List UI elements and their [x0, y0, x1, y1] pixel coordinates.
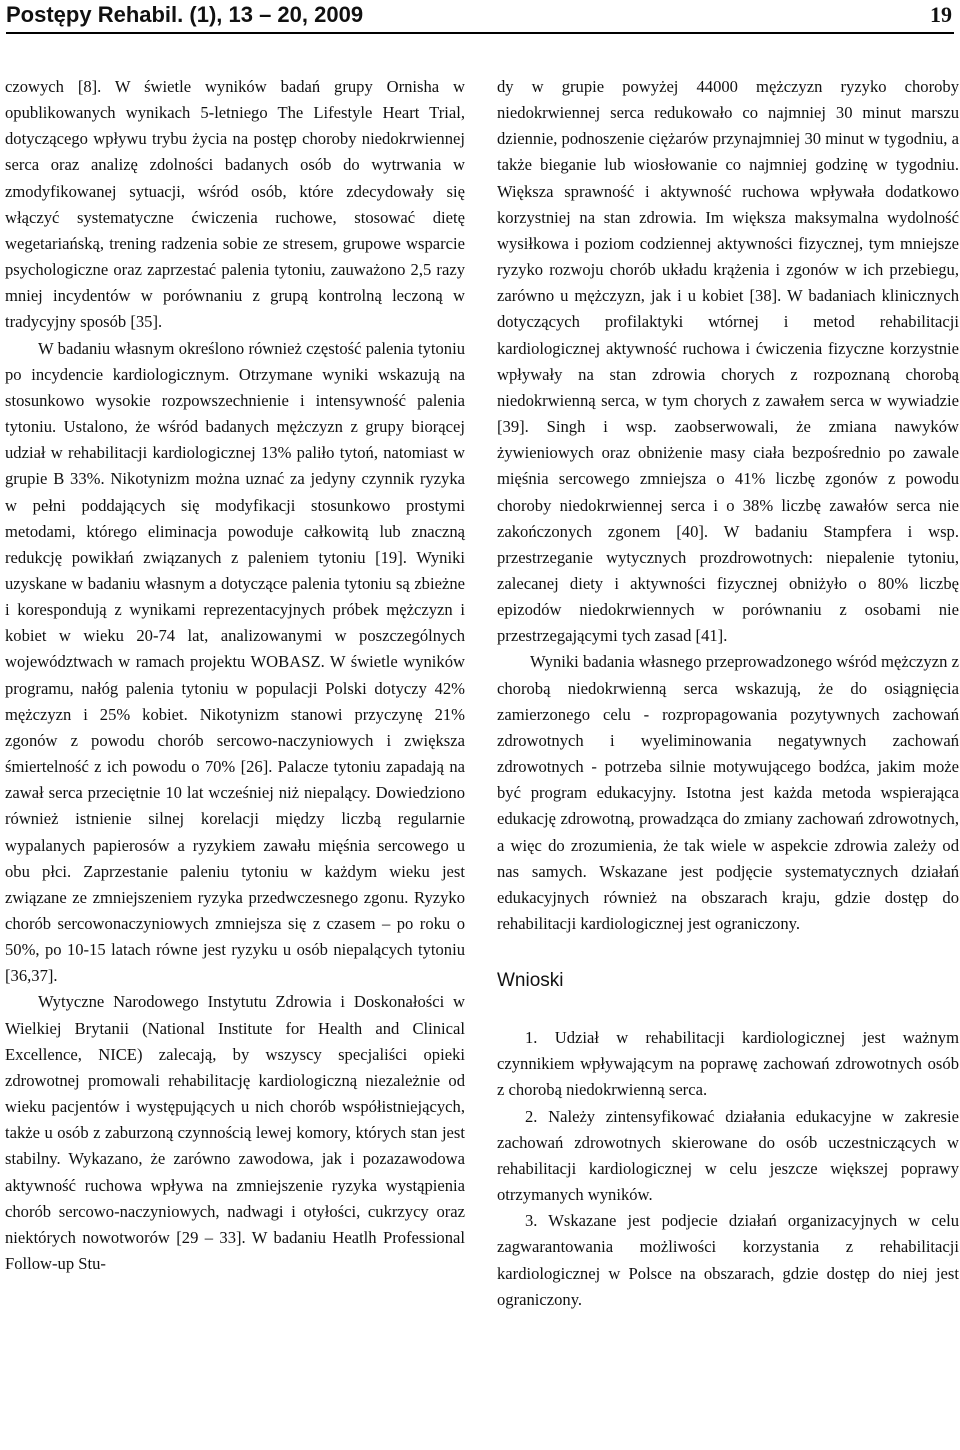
paragraph: Wytyczne Narodowego Instytutu Zdrowia i Doskonałości w Wielkiej Brytanii (National Institute for Health and Clinical Excellence, NICE) zalecają, by wszyscy specjaliści opieki zdrowotnej promowali rehabilitację kardiologiczną niezależnie od wieku pacjentów i występujących u nich chorób współistniejących, także u osób z zaburzoną czynnością lewej komory, których stan jest stabilny. Wykazano, że zarówno zawodowa, jak i pozazawodowa aktywność ruchowa wpływa na zmniejszenie ryzyka wystąpienia chorób sercowo-naczyniowych, nadwagi i otyłości, cukrzycy oraz niektórych nowotworów [29 – 33]. W badaniu Heatlh Professional Follow-up Stu-	[5, 992, 465, 1274]
left-column	[5, 74, 465, 1277]
page-header	[6, 2, 954, 38]
right-column	[497, 74, 959, 1313]
list-item: 2. Należy zintensyfikować działania edukacyjne w zakresie zachowań zdrowotnych skierowane do osób uczestniczących w rehabilitacji kardiologicznej w celu jeszcze większej poprawy otrzymanych wyników.	[497, 1106, 959, 1205]
journal-citation: Postępy Rehabil. (1), 13 – 20, 2009	[6, 2, 364, 27]
list-item: 1. Udział w rehabilitacji kardiologicznej jest ważnym czynnikiem wpływającym na poprawę zachowań zdrowotnych osób z chorobą niedokrwienną serca.	[497, 1028, 959, 1100]
paragraph: Wyniki badania własnego przeprowadzonego wśród mężczyzn z chorobą niedokrwienną serca wskazują, że do osiągnięcia zamierzonego celu - rozpropagowania pozytywnych zachowań zdrowotnych i wyeliminowania negatywnych zachowań zdrowotnych - potrzeba silnie motywującego bodźca, jakim może być program edukacyjny. Istotna jest każda metoda wspierająca edukację zdrowotną, prowadząca do zmiany zachowań zdrowotnych, a więc do zrozumienia, że tak wiele w aspekcie zdrowia zależy od nas samych. Wskazane jest podjęcie systematycznych działań edukacyjnych również na obszarach kraju, gdzie dostęp do rehabilitacji kardiologicznej jest ograniczony.	[497, 652, 959, 933]
conclusions-list	[497, 1025, 959, 1313]
paragraph: W badaniu własnym określono również częstość palenia tytoniu po incydencie kardiologicznym. Otrzymane wyniki wskazują na stosunkowo wysokie rozpowszechnienie i intensywność palenia tytoniu. Ustalono, że wśród badanych mężczyzn z grupy biorącej udział w rehabilitacji kardiologicznej 13% paliło tytoń, natomiast w grupie B 33%. Nikotynizm można uznać za jedyny czynnik ryzyka w pełni poddających się modyfikacji stosunkowo prostymi metodami, którego eliminacja powoduje całkowitą lub znaczną redukcję powikłań związanych z paleniem tytoniu [19]. Wyniki uzyskane w badaniu własnym a dotyczące palenia tytoniu są zbieżne i korespondują z wynikami reprezentacyjnych próbek mężczyzn i kobiet w wieku 20-74 lat, analizowanymi w poszczególnych województwach w ramach projektu WOBASZ. W świetle wyników programu, nałóg palenia tytoniu w populacji Polski dotyczy 42% mężczyzn i 25% kobiet. Nikotynizm stanowi przyczynę 21% zgonów z powodu chorób sercowo-naczyniowych i zwiększa śmiertelność z ich powodu o 70% [26]. Palacze tytoniu zapadają na zawał serca przeciętnie 10 lat wcześniej niż niepalący. Dowiedziono również istnienie silnej korelacji między liczbą regularnie wypalanych papierosów a ryzykiem zawału mięśnia sercowego u obu płci. Zaprzestanie paleniu tytoniu w każdym wieku jest związane ze zmniejszeniem ryzyka przedwczesnego zgonu. Ryzyko chorób sercowonaczyniowych zmniejsza się z czasem – po roku o 50%, po 10-15 latach równe jest ryzyku u osób niepalących tytoniu [36,37].	[5, 338, 465, 986]
paragraph: dy w grupie powyżej 44000 mężczyzn ryzyko choroby niedokrwiennej serca redukowało co najmniej 30 minut marszu dziennie, podnoszenie ciężarów przynajmniej 30 minut w tygodniu, a także bieganie lub wiosłowanie co najmniej godzinę w tygodniu. Większa sprawność i aktywność ruchowa wpływała dodatkowo korzystniej na stan zdrowia. Im większa maksymalna wydolność wysiłkowa i poziom codziennej aktywności fizycznej, tym mniejsze ryzyko rozwoju chorób układu krążenia i zgonów w ich przebiegu, zarówno u mężczyzn, jak i u kobiet [38]. W badaniach klinicznych dotyczących profilaktyki wtórnej i metod rehabilitacji kardiologicznej aktywność ruchowa i ćwiczenia fizyczne korzystnie wpływały na stan zdrowia chorych z rozpoznaną chorobą niedokrwienną serca, w tym chorych z zawałem serca w wywiadzie [39]. Singh i wsp. zaobserwowali, że zmiana nawyków żywieniowych oraz obniżenie masy ciała bezpośrednio po zawale mięśnia sercowego zmniejsza o 41% liczbę zgonów z powodu choroby niedokrwiennej serca i o 38% liczbę zawałów serca nie zakończonych zgonem [40]. W badaniu Stampfera i wsp. przestrzeganie wytycznych prozdrowotnych: niepalenie tytoniu, zalecanej diety i aktywności fizycznej obniżyło o 80% liczbę epizodów niedokrwiennych w porównaniu z osobami nie przestrzegającymi tych zasad [41].	[497, 77, 959, 646]
section-heading: Wnioski	[497, 970, 564, 992]
paragraph: czowych [8]. W świetle wyników badań grupy Ornisha w opublikowanych wynikach 5-letniego The Lifestyle Heart Trial, dotyczącego wpływu trybu życia na postęp choroby niedokrwiennej serca oraz analizę zdolności badanych osób do wytrwania w zmodyfikowanej sytuacji, wśród osób, które zdecydowały się włączyć systematyczne ćwiczenia ruchowe, stosować dietę wegetariańską, trening radzenia sobie ze stresem, grupowe wsparcie psychologiczne oraz zaprzestać palenia tytoniu, zauważono 2,5 razy mniej incydentów w porównaniu z grupą kontrolną leczoną w tradycyjny sposób [35].	[5, 77, 465, 332]
header-rule	[6, 32, 954, 34]
page-number: 19	[930, 2, 952, 27]
list-item: 3. Wskazane jest podjecie działań organizacyjnych w celu zagwarantowania możliwości korzystania z rehabilitacji kardiologicznej w Polsce na obszarach, gdzie dostęp do niej jest ograniczony.	[497, 1211, 959, 1309]
